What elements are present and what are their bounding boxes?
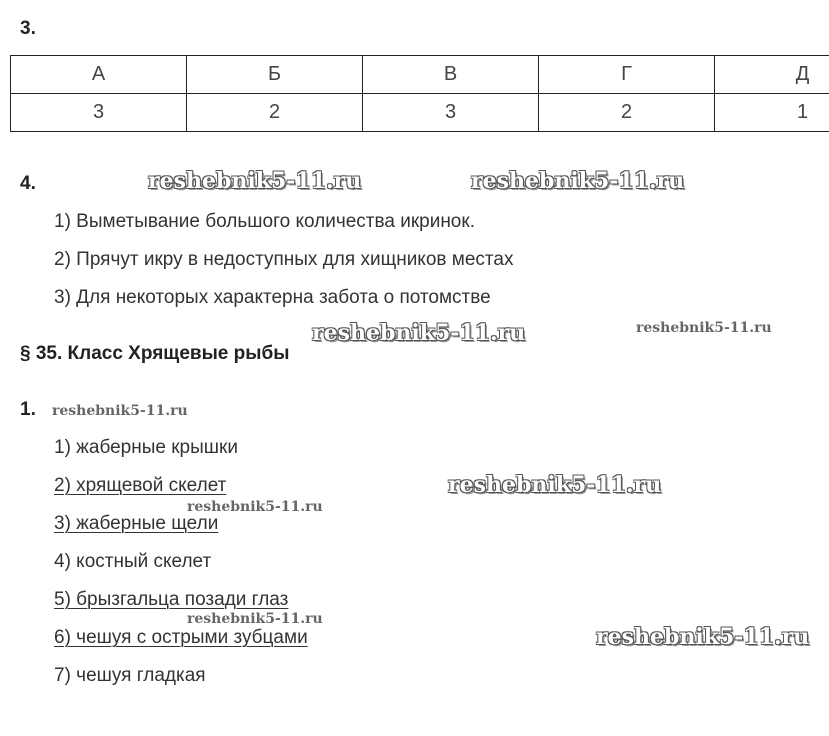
watermark: reshebnik5-11.ru (52, 403, 188, 419)
watermark: reshebnik5-11.ru (148, 168, 362, 194)
table-cell: 2 (539, 94, 715, 132)
table-header-cell: Г (539, 56, 715, 94)
table-cell: 3 (363, 94, 539, 132)
table-header-cell: В (363, 56, 539, 94)
task-1-item-4: 4) костный скелет (54, 551, 212, 572)
answer-table (10, 55, 829, 132)
section-title: § 35. Класс Хрящевые рыбы (20, 343, 290, 364)
task-1-item-6: 6) чешуя с острыми зубцами (54, 627, 308, 648)
task-4-item-3: 3) Для некоторых характерна забота о потомстве (54, 287, 491, 308)
watermark: reshebnik5-11.ru (596, 624, 810, 650)
task-1-item-3: 3) жаберные щели (54, 513, 219, 534)
table-header-cell: Д (715, 56, 829, 94)
task-1-item-7: 7) чешуя гладкая (54, 665, 206, 686)
table-header-row (11, 56, 829, 94)
table-header-cell: А (11, 56, 187, 94)
watermark: reshebnik5-11.ru (448, 472, 662, 498)
task-3-number: 3. (20, 18, 36, 39)
table-cell: 3 (11, 94, 187, 132)
watermark: reshebnik5-11.ru (636, 320, 772, 336)
task-1-number: 1. (20, 399, 36, 420)
watermark: reshebnik5-11.ru (187, 611, 323, 627)
task-1-item-5: 5) брызгальца позади глаз (54, 589, 289, 610)
watermark: reshebnik5-11.ru (312, 320, 526, 346)
table-cell: 2 (187, 94, 363, 132)
table-cell: 1 (715, 94, 829, 132)
watermark: reshebnik5-11.ru (187, 499, 323, 515)
watermark: reshebnik5-11.ru (471, 168, 685, 194)
table-header-cell: Б (187, 56, 363, 94)
task-1-item-2: 2) хрящевой скелет (54, 475, 227, 496)
task-4-item-2: 2) Прячут икру в недоступных для хищников местах (54, 249, 514, 270)
task-4-number: 4. (20, 173, 36, 194)
task-4-item-1: 1) Выметывание большого количества икринок. (54, 211, 475, 232)
table-row (11, 94, 829, 132)
task-1-item-1: 1) жаберные крышки (54, 437, 238, 458)
